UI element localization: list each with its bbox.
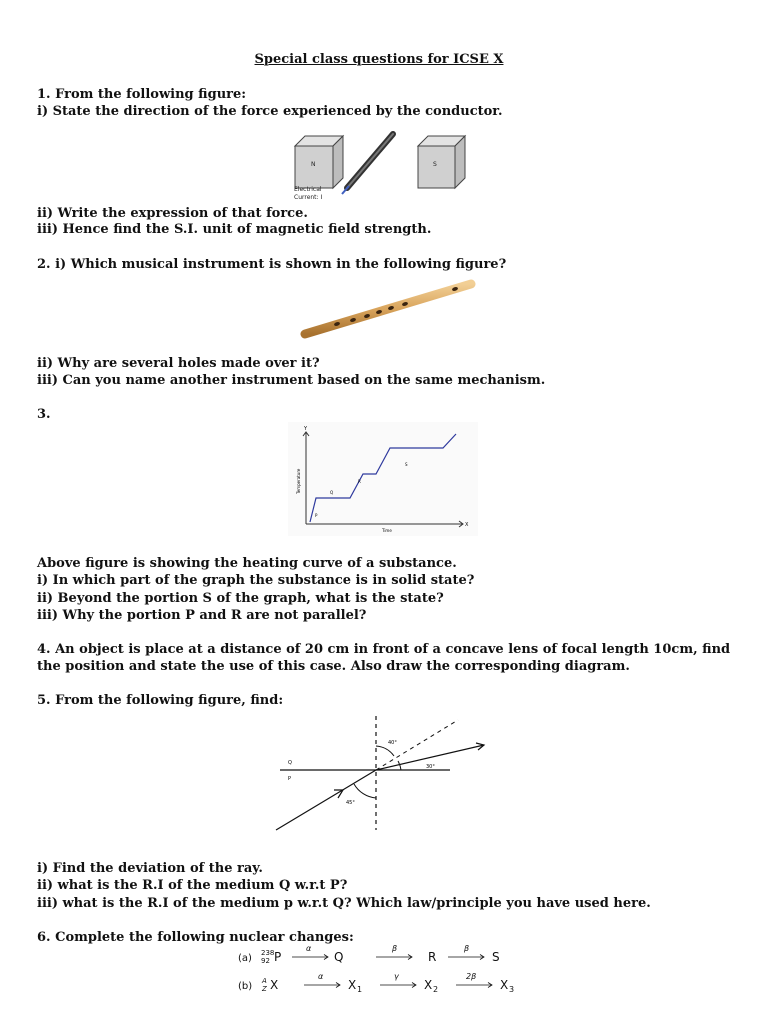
reaction-a-q: Q — [334, 950, 344, 964]
q1-part-ii: ii) Write the expression of that force. — [37, 206, 308, 221]
curve-label-p: P — [315, 513, 318, 518]
nuclear-reactions — [234, 940, 534, 998]
medium-q-label: Q — [288, 760, 292, 766]
reaction-a-step1-particle: α — [306, 944, 312, 953]
reaction-a-s: S — [492, 950, 500, 964]
flute-body — [305, 284, 471, 334]
reaction-b — [238, 972, 514, 994]
angle-40-label: 40° — [388, 740, 397, 746]
reaction-b-parent: X — [270, 978, 279, 992]
temperature-label: Temperature — [296, 468, 301, 494]
reaction-b-x3: X — [500, 978, 509, 992]
south-magnet-block — [418, 136, 465, 188]
q5-part-i: i) Find the deviation of the ray. — [37, 861, 263, 876]
q3-part-iii: iii) Why the portion P and R are not parallel? — [37, 608, 367, 623]
reaction-b-step1-particle: α — [318, 972, 324, 981]
reaction-a-step2-particle: β — [392, 944, 398, 953]
x-axis-label: X — [465, 522, 469, 528]
north-magnet-block — [295, 136, 343, 188]
q2-part-ii: ii) Why are several holes made over it? — [37, 356, 320, 371]
current-label-2: Current: I — [294, 194, 323, 201]
reaction-b-step2-particle: γ — [394, 972, 399, 981]
q2-part-iii: iii) Can you name another instrument based on the same mechanism. — [37, 373, 546, 388]
time-label: Time — [382, 528, 392, 533]
angle-45-label: 45° — [346, 800, 355, 806]
reaction-b-step3-particle: 2β — [466, 972, 477, 981]
q5-part-iii: iii) what is the R.I of the medium p w.r.t Q? Which law/principle you have used here. — [37, 896, 651, 911]
q2-heading: 2. i) Which musical instrument is shown in the following figure? — [37, 257, 507, 272]
reaction-b-label: (b) — [238, 981, 253, 992]
refraction-figure — [270, 712, 495, 837]
reaction-a-parent: P — [274, 950, 282, 964]
q6-heading: 6. Complete the following nuclear changes: — [37, 930, 354, 945]
reaction-a-mass: 238 — [261, 949, 275, 957]
curve-label-s: S — [405, 462, 408, 467]
q5-part-ii: ii) what is the R.I of the medium Q w.r.t P? — [37, 878, 348, 893]
current-label-1: Electrical — [294, 186, 322, 193]
heating-curve-graph — [288, 422, 478, 536]
north-label: N — [311, 161, 316, 168]
reaction-a-label: (a) — [238, 953, 252, 964]
medium-p-label: P — [288, 776, 292, 782]
q1-heading: 1. From the following figure: — [37, 87, 247, 102]
page-title: Special class questions for ICSE X — [254, 52, 504, 67]
q3-part-ii: ii) Beyond the portion S of the graph, what is the state? — [37, 591, 444, 606]
conductor-rod — [342, 134, 393, 194]
curve-label-r: R — [358, 479, 361, 484]
reaction-b-x2: X — [424, 978, 433, 992]
curve-label-q: Q — [330, 490, 334, 495]
magnet-conductor-figure — [285, 128, 475, 204]
reaction-a-r: R — [428, 950, 437, 964]
reaction-b-atomic: Z — [262, 985, 267, 993]
reaction-b-mass: A — [262, 977, 267, 985]
reaction-b-x3-sub: 3 — [509, 985, 515, 994]
reaction-b-x1-sub: 1 — [357, 985, 363, 994]
y-axis-label: Y — [304, 426, 308, 432]
reaction-a-step3-particle: β — [464, 944, 470, 953]
q3-heading: 3. — [37, 407, 51, 422]
q3-intro: Above figure is showing the heating curve of a substance. — [37, 556, 457, 571]
q1-part-iii: iii) Hence find the S.I. unit of magnetic field strength. — [37, 222, 432, 237]
q1-part-i: i) State the direction of the force experienced by the conductor. — [37, 104, 503, 119]
flute-figure — [295, 276, 480, 346]
south-label: S — [433, 161, 437, 168]
q4-text: 4. An object is place at a distance of 20 cm in front of a concave lens of focal length 10cm, find the position and state the use of this case. Also draw the corresponding diagram. — [37, 642, 731, 674]
reaction-b-x2-sub: 2 — [433, 985, 439, 994]
reaction-a — [238, 944, 500, 965]
reaction-b-x1: X — [348, 978, 357, 992]
angle-30-label: 30° — [426, 764, 435, 770]
q3-part-i: i) In which part of the graph the substance is in solid state? — [37, 573, 475, 588]
reaction-a-atomic: 92 — [261, 957, 270, 965]
q5-heading: 5. From the following figure, find: — [37, 693, 284, 708]
